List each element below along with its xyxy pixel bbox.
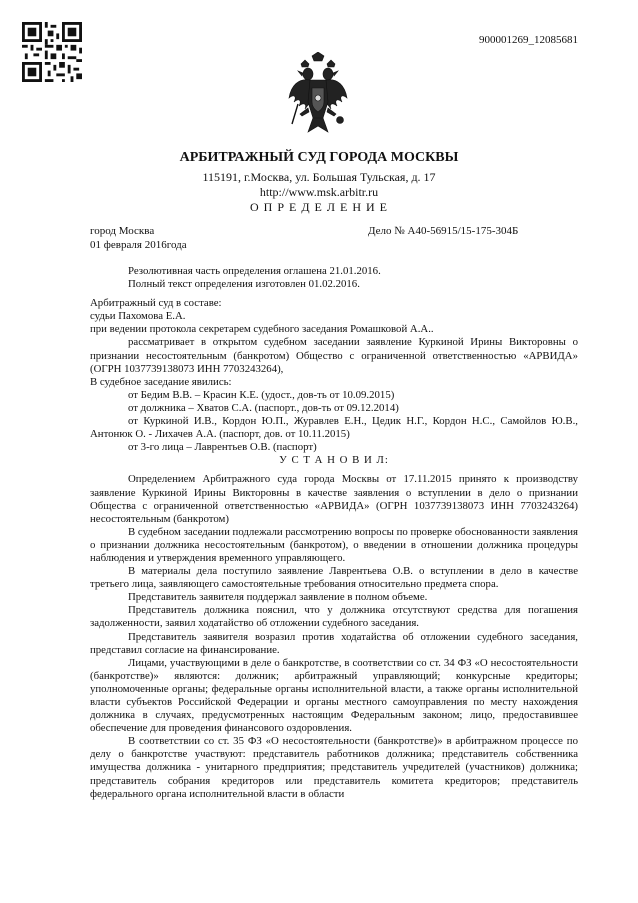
paragraph-1: Определением Арбитражного суда города Москвы от 17.11.2015 принято к производству заявление Куркиной Ирины Викторовны в качестве заявления о вступлении в дело о признании Общества с ограниченной ответственностью «АРВИДА» (ОГРН 1037739138073 ИНН 7703243264) несостоятельным (банкротом) bbox=[90, 473, 578, 525]
attendee-1: от Бедим В.В. – Красин К.Е. (удост., дов-ть от 10.09.2015) bbox=[128, 388, 395, 401]
document-id: 900001269_12085681 bbox=[479, 34, 578, 46]
secretary-line: при ведении протокола секретарем судебного заседания Ромашковой А.А.. bbox=[90, 323, 434, 336]
paragraph-3: В материалы дела поступило заявление Лаврентьева О.В. о вступлении в дело в качестве третьего лица, заявляющего самостоятельные требования относительно предмета спора. bbox=[90, 565, 578, 591]
considers-paragraph: рассматривает в открытом судебном заседании заявление Куркиной Ирины Викторовны о признании несостоятельным (банкротом) Общество с ограниченной ответственностью «АРВИДА» (ОГРН 1037739138073 ИНН 7703243264), bbox=[90, 336, 578, 375]
judge-name: судьи Пахомова Е.А. bbox=[90, 310, 186, 323]
court-composition: Арбитражный суд в составе: bbox=[90, 297, 222, 310]
paragraph-8: В соответствии со ст. 35 ФЗ «О несостоятельности (банкротстве)» в арбитражном процессе по делу о банкротстве участвуют: представитель работников должника; представитель собственника имущества должника - унитарного предприятия; представитель учредителей (участников) должника; представитель собрания кредиторов или представитель комитета кредиторов; представитель федерального органа исполнительной власти в области bbox=[90, 735, 578, 800]
paragraph-6: Представитель заявителя возразил против ходатайства об отложении судебного заседания, представил согласие на финансирование. bbox=[90, 630, 578, 656]
case-number: Дело № А40-56915/15-175-304Б bbox=[368, 225, 519, 237]
meta-date: 01 февраля 2016года bbox=[90, 238, 187, 251]
document-body bbox=[90, 265, 578, 801]
qr-code-icon bbox=[22, 22, 82, 82]
paragraph-7: Лицами, участвующими в деле о банкротстве, в соответствии со ст. 34 ФЗ «О несостоятельности (банкротстве)» являются: должник; арбитражный управляющий; конкурсные кредиторы; уполномоченные органы; федеральные органы исполнительной власти, а также органы исполнительной власти субъектов Российской Федерации и органы местного самоуправления по месту нахождения должника в случаях, предусмотренных настоящим Федеральным законом; лицо, предоставившее обеспечение для проведения финансового оздоровления. bbox=[90, 656, 578, 735]
meta-left bbox=[90, 225, 187, 252]
resolution-announced: Резолютивная часть определения оглашена 21.01.2016. bbox=[128, 265, 381, 277]
paragraph-5: Представитель должника пояснил, что у должника отсутствуют средства для погашения задолженности, заявил ходатайство об отложении судебного заседания. bbox=[90, 604, 578, 630]
full-text-made: Полный текст определения изготовлен 01.02.2016. bbox=[128, 278, 360, 291]
attendee-4: от 3-го лица – Лаврентьев О.В. (паспорт) bbox=[128, 441, 317, 454]
court-name: АРБИТРАЖНЫЙ СУД ГОРОДА МОСКВЫ bbox=[179, 150, 459, 165]
appeared-heading: В судебное заседание явились: bbox=[90, 375, 232, 388]
attendee-3: от Куркиной И.В., Кордон Ю.П., Журавлев Е.Н., Цедик Н.Г., Кордон Н.С., Самойлов Ю.В., Антонюк О. - Лихачев А.А. (паспорт, дов. от 10.11.2015) bbox=[90, 415, 578, 441]
attendee-2: от должника – Хватов С.А. (паспорт., дов-ть от 09.12.2014) bbox=[128, 401, 399, 414]
paragraph-2: В судебном заседании подлежали рассмотрению вопросы по проверке обоснованности заявления о признании должника несостоятельным (банкротом), о введении в отношении должника процедуры наблюдения и утверждения временного управляющего. bbox=[90, 525, 578, 564]
meta-city: город Москва bbox=[90, 225, 155, 237]
court-address: 115191, г.Москва, ул. Большая Тульская, д. 17 bbox=[202, 170, 436, 184]
paragraph-4: Представитель заявителя поддержал заявление в полном объеме. bbox=[128, 591, 428, 604]
russian-eagle-emblem-icon bbox=[288, 52, 348, 138]
document-title: О П Р Е Д Е Л Е Н И Е bbox=[250, 200, 388, 214]
court-website: http://www.msk.arbitr.ru bbox=[259, 185, 379, 199]
established-heading: У С Т А Н О В И Л: bbox=[279, 454, 389, 467]
